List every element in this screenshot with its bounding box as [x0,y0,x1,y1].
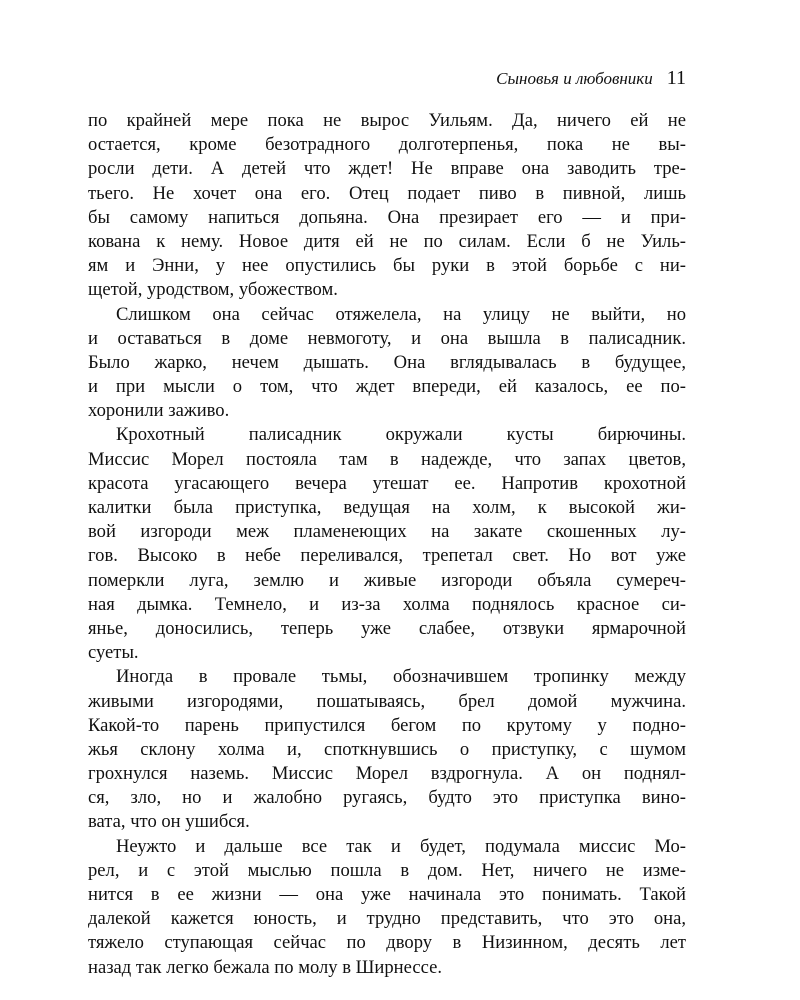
text-line: грохнулся наземь. Миссис Морел вздрогнула. А он поднял- [88,763,686,785]
text-line: красота угасающего вечера утешат ее. Напротив крохотной [88,472,686,494]
text-line: кована к нему. Новое дитя ей не по силам. Если б не Уиль- [88,230,686,252]
text-line: по крайней мере пока не вырос Уильям. Да, ничего ей не [88,110,686,131]
text-line: Неужто и дальше все так и будет, подумала миссис Мо- [116,835,686,857]
text-line: ная дымка. Темнело, и из-за холма поднялось красное си- [88,593,686,615]
text-line: суеты. [88,642,139,664]
text-line: гов. Высоко в небе переливался, трепетал свет. Но вот уже [88,545,686,567]
text-line: янье, доносились, теперь уже слабее, отзвуки ярмарочной [88,617,686,639]
text-line: калитки была приступка, ведущая на холм, к высокой жи- [88,497,686,518]
paragraph-1 [88,109,686,303]
running-head [88,66,686,91]
text-line: Слишком она сейчас отяжелела, на улицу не выйти, но [116,303,686,325]
text-line: вой изгороди меж пламенеющих на закате скошенных лу- [88,521,686,543]
text-line: назад так легко бежала по молу в Ширнессе. [88,956,442,978]
text-line: тяжело ступающая сейчас по двору в Низинном, десять лет [88,932,686,954]
text-line: жья склону холма и, споткнувшись о приступку, с шумом [88,738,686,760]
text-line: остается, кроме безотрадного долготерпенья, пока не вы- [88,134,686,156]
text-line: вата, что он ушибся. [88,811,250,833]
text-line: далекой кажется юность, и трудно представить, что это она, [88,908,686,930]
text-line: хоронили заживо. [88,400,230,422]
text-line: рел, и с этой мыслью пошла в дом. Нет, ничего не изме- [88,859,686,881]
body-text [88,109,686,980]
text-line: щетой, уродством, убожеством. [88,279,338,301]
text-line: померкли луга, землю и живые изгороди объяла сумереч- [88,569,686,591]
text-line: Миссис Морел постояла там в надежде, что запах цветов, [88,448,686,470]
text-line: и при мысли о том, что ждет впереди, ей казалось, ее по- [88,376,686,398]
paragraph-2 [88,303,686,424]
paragraph-3 [88,423,686,665]
page-number: 11 [666,67,686,89]
paragraph-5 [88,835,686,980]
text-line: ся, зло, но и жалобно ругаясь, будто это приступка вино- [88,787,686,809]
text-line: Иногда в провале тьмы, обозначившем тропинку между [116,666,686,688]
text-line: росли дети. А детей что ждет! Не вправе она заводить тре- [88,158,686,180]
paragraph-4 [88,665,686,834]
text-line: нится в ее жизни — она уже начинала это понимать. Такой [88,884,686,905]
running-title: Сыновья и любовники [496,69,653,88]
text-line: и оставаться в доме невмоготу, и она вышла в палисадник. [88,327,686,349]
text-line: тьего. Не хочет она его. Отец подает пиво в пивной, лишь [88,182,686,204]
text-line: Какой-то парень припустился бегом по крутому у подно- [88,714,686,736]
text-line: бы самому напиться допьяна. Она презирает его — и при- [88,206,686,228]
text-line: ям и Энни, у нее опустились бы руки в этой борьбе с ни- [88,255,686,277]
text-line: Было жарко, нечем дышать. Она вглядывалась в будущее, [88,351,686,373]
text-line: живыми изгородями, пошатываясь, брел домой мужчина. [88,690,686,712]
text-line: Крохотный палисадник окружали кусты бирючины. [116,424,686,446]
